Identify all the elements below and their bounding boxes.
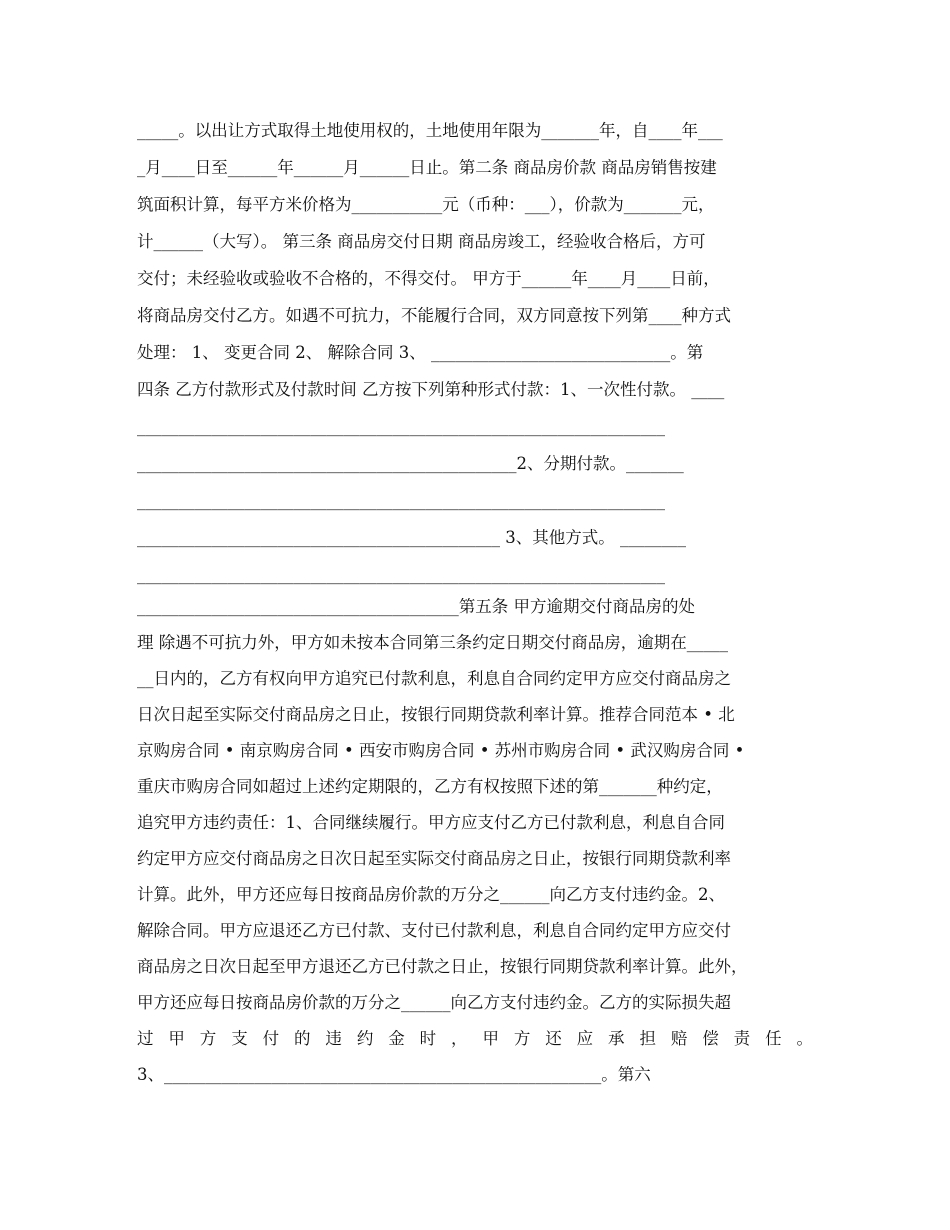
text-line: 京购房合同 • 南京购房合同 • 西安市购房合同 • 苏州市购房合同 • 武汉购房合同 • [137, 741, 745, 760]
text-line: 处理： 1、 变更合同 2、 解除合同 3、 _____________________________。第 [137, 343, 704, 362]
text-line: 计______（大写）。 第三条 商品房交付日期 商品房竣工，经验收合格后，方可 [137, 232, 706, 251]
text-line: 计算。此外，甲方还应每日按商品房价款的万分之______向乙方支付违约金。2、 [137, 885, 725, 904]
text-line: ________________________________________________________________ [137, 417, 665, 436]
text-line: 重庆市购房合同如超过上述约定期限的，乙方有权按照下述的第_______种约定， [137, 777, 723, 796]
text-line: 商品房之日次日起至甲方退还乙方已付款之日止，按银行同期贷款利率计算。此外， [137, 957, 748, 976]
text-line: 理 除遇不可抗力外，甲方如未按本合同第三条约定日期交付商品房，逾期在_____ [137, 633, 728, 652]
text-line: 日次日起至实际交付商品房之日止，按银行同期贷款利率计算。推荐合同范本 • 北 [137, 705, 735, 724]
text-line: 筑面积计算，每平方米价格为___________元（币种：___），价款为_______元， [137, 195, 715, 214]
text-line: ______________________________________________2、分期付款。_______ [137, 454, 684, 473]
text-line: ____________________________________________ 3、其他方式。 ________ [137, 528, 686, 547]
text-line: ________________________________________________________________ [137, 565, 665, 584]
text-line: __日内的，乙方有权向甲方追究已付款利息，利息自合同约定甲方应交付商品房之 [137, 669, 731, 688]
text-line: _____。以出让方式取得土地使用权的，土地使用年限为_______年，自____年___ [137, 121, 723, 140]
text-line: 解除合同。甲方应退还乙方已付款、支付已付款利息，利息自合同约定甲方应交付 [137, 921, 731, 940]
text-line: 甲方还应每日按商品房价款的万分之______向乙方支付违约金。乙方的实际损失超 [137, 993, 731, 1012]
text-line: 过 甲 方 支 付 的 违 约 金 时 ， 甲 方 还 应 承 担 赔 偿 责 任 。 [137, 1029, 813, 1048]
text-line: 约定甲方应交付商品房之日次日起至实际交付商品房之日止，按银行同期贷款利率 [137, 849, 731, 868]
text-line: 四条 乙方付款形式及付款时间 乙方按下列第种形式付款：1、一次性付款。 ____ [137, 380, 725, 399]
text-line: ________________________________________________________________ [137, 491, 665, 510]
text-line: 将商品房交付乙方。如遇不可抗力，不能履行合同，双方同意按下列第____种方式 [137, 306, 731, 325]
text-line: _______________________________________第五条 甲方逾期交付商品房的处 [137, 597, 695, 616]
text-line: 3、_____________________________________________________。第六 [137, 1065, 651, 1084]
text-line: _月____日至______年______月______日止。第二条 商品房价款 商品房销售按建 [137, 158, 717, 177]
text-line: 交付；未经验收或验收不合格的，不得交付。 甲方于______年____月____日前， [137, 269, 720, 288]
text-line: 追究甲方违约责任：1、合同继续履行。甲方应支付乙方已付款利息，利息自合同 [137, 813, 725, 832]
